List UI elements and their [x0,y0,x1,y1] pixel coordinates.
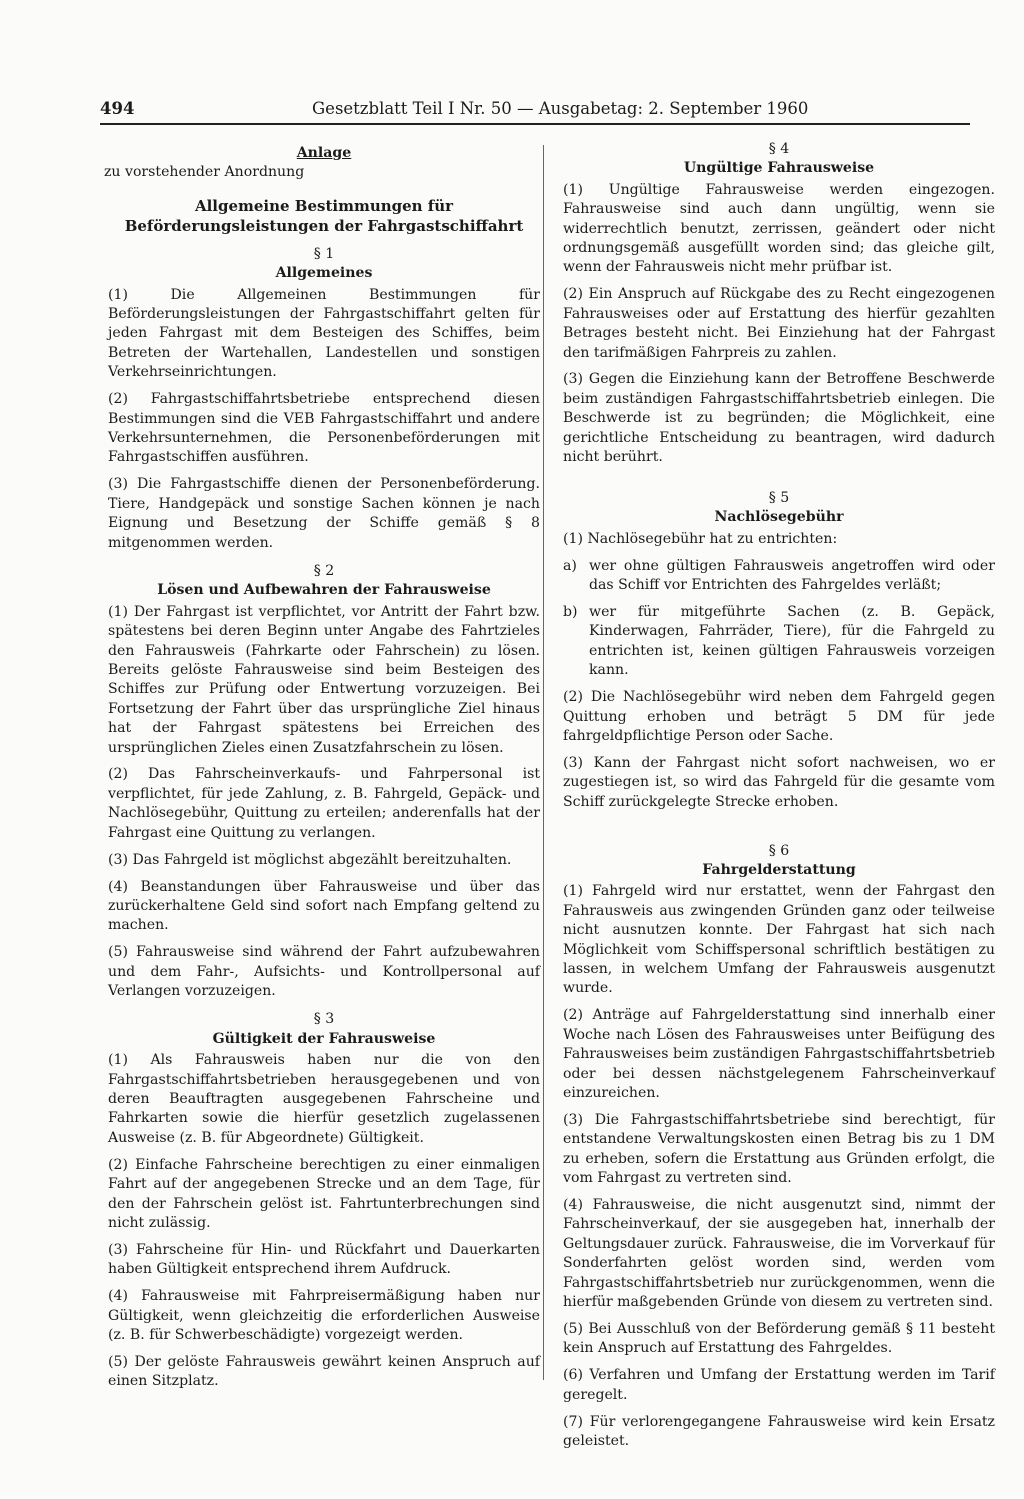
paragraph: (3) Die Fahrgastschiffahrtsbetriebe sind berechtigt, für entstandene Verwaltungskosten einen Betrag bis zu 1 DM zu erheben, sofern die Erstattung aus Gründen erfolgt, die vom Fahrgast zu vertreten sind. [563,1111,995,1187]
paragraph: (4) Beanstandungen über Fahrausweise und über das zurückerhaltene Geld sind sofort nach Empfang geltend zu machen. [108,878,540,934]
paragraph: (5) Der gelöste Fahrausweis gewährt keinen Anspruch auf einen Sitzplatz. [108,1353,540,1390]
paragraph: (2) Das Fahrscheinverkaufs- und Fahrpersonal ist verpflichtet, für jede Zahlung, z. B. Fahrgeld, Gepäck- und Nachlösegebühr, Quittung zu erteilen; anderenfalls hat der Fahrgast eine Quittung zu verlangen. [108,766,540,841]
section-title: Gültigkeit der Fahrausweise [212,1030,436,1047]
page-number: 494 [100,99,135,118]
paragraph: (1) Als Fahrausweis haben nur die von den Fahrgastschiffahrtsbetrieben herausgegebenen und von deren Beauftragten ausgegebenen Fahrscheine und Fahrkarten sowie die hierfür gesetzlich zugelassenen Ausweise (z. B. für Abgeordnete) Gültigkeit. [108,1052,540,1146]
spacer [563,820,995,842]
paragraph: (2) Einfache Fahrscheine berechtigen zu einer einmaligen Fahrt auf der angegebenen Strecke und an dem Tage, für den der Fahrschein gelöst ist. Fahrtunterbrechungen sind nicht zulässig. [108,1156,540,1231]
section-number: § 2 [313,562,335,579]
section-number: § 6 [768,842,790,859]
document-title: Allgemeine Bestimmungen für Beförderungsleistungen der Fahrgastschiffahrt [124,196,524,235]
section-number: § 3 [313,1011,335,1028]
paragraph: (3) Fahrscheine für Hin- und Rückfahrt und Dauerkarten haben Gültigkeit entsprechend ihrem Aufdruck. [108,1241,540,1278]
section-title: Ungültige Fahrausweise [683,160,875,177]
paragraph: (1) Die Allgemeinen Bestimmungen für Beförderungsleistungen der Fahrgastschiffahrt gelten für jeden Fahrgast mit dem Besteigen des Schiffes, beim Betreten der Wartehallen, Landestellen und sonstigen Verkehrseinrichtungen. [108,286,540,381]
paragraph: (2) Anträge auf Fahrgelderstattung sind innerhalb einer Woche nach Lösen des Fahrausweises unter Beifügung des Fahrausweises beim zuständigen Fahrgastschiffahrtsbetrieb oder bei dessen nächstgelegenem Fahrscheinverkauf einzureichen. [563,1007,995,1101]
paragraph: (3) Das Fahrgeld ist möglichst abgezählt bereitzuhalten. [108,851,512,868]
left-column [104,140,540,1399]
paragraph: (1) Fahrgeld wird nur erstattet, wenn der Fahrgast den Fahrausweis aus zwingenden Gründen ganz oder teilweise nicht ausnutzen konnte. Der Fahrgast hat sich nach Möglichkeit vom Schiffspersonal schriftlich bestätigen zu lassen, in welchem Umfang der Fahrausweis ausgenutzt wurde. [563,883,995,997]
paragraph: (2) Die Nachlösegebühr wird neben dem Fahrgeld gegen Quittung erhoben und beträgt 5 DM für jede fahrgeldpflichtige Person oder Sache. [563,689,995,744]
section-title: Lösen und Aufbewahren der Fahrausweise [157,582,491,599]
column-divider [543,145,544,1380]
spacer [563,475,995,489]
paragraph: (7) Für verlorengegangene Fahrausweise wird kein Ersatz geleistet. [563,1413,995,1449]
paragraph: (1) Der Fahrgast ist verpflichtet, vor Antritt der Fahrt bzw. spätestens bei deren Beginn unter Angabe des Fahrtzieles den Fahrausweis (Fahrkarte oder Fahrschein) zu lösen. Bereits gelöste Fahrausweise sind beim Besteigen des Schiffes zur Prüfung oder Entwertung vorzuzeigen. Bei Fortsetzung der Fahrt über das ursprüngliche Ziel hinaus hat der Fahrgast spätestens bei Erreichen des ursprünglichen Zieles einen Zusatzfahrschein zu lösen. [108,603,540,756]
list-item-text: wer für mitgeführte Sachen (z. B. Gepäck, Kinderwagen, Fahrräder, Tiere), für die Fahrgeld zu entrichten ist, keinen gültigen Fahrausweis vorzeigen kann. [589,604,995,679]
paragraph: (3) Kann der Fahrgast nicht sofort nachweisen, wo er zugestiegen ist, so wird das Fahrgeld für die gesamte vom Schiff zurückgelegte Strecke erhoben. [563,754,995,810]
paragraph: (4) Fahrausweise mit Fahrpreisermäßigung haben nur Gültigkeit, wenn gleichzeitig die erforderlichen Ausweise (z. B. für Schwerbeschädigte) vorgezeigt werden. [108,1288,540,1344]
paragraph: (4) Fahrausweise, die nicht ausgenutzt sind, nimmt der Fahrscheinverkauf, der sie ausgegeben hat, innerhalb der Geltungsdauer zurück. Fahrausweise, die im Vorverkauf für Sonderfahrten gelöst worden sind, werden vom Fahrgastschiffahrtsbetrieb nur zurückgenommen, wenn die hierfür maßgebenden Gründe von diesem zu vertreten sind. [563,1197,995,1311]
paragraph: (2) Fahrgastschiffahrtsbetriebe entsprechend diesen Bestimmungen sind die VEB Fahrgastschiffahrt und andere Verkehrsunternehmen, die Personenbeförderungen mit Fahrgastschiffen ausführen. [108,391,540,466]
list-item-text: wer ohne gültigen Fahrausweis angetroffen wird oder das Schiff vor Entrichten des Fahrgeldes verläßt; [589,557,995,594]
section-title: Nachlösegebühr [714,509,844,526]
list-item [563,557,995,596]
paragraph: (2) Ein Anspruch auf Rückgabe des zu Recht eingezogenen Fahrausweises oder auf Erstattung des hierfür gezahlten Betrages besteht nicht. Bei Einziehung hat der Fahrgast den tarifmäßigen Fahrpreis zu zahlen. [563,286,995,361]
section-number: § 5 [768,490,790,506]
paragraph: (5) Fahrausweise sind während der Fahrt aufzubewahren und dem Fahr-, Aufsichts- und Kontrollpersonal auf Verlangen vorzuzeigen. [108,944,540,1000]
annex-subtitle: zu vorstehender Anordnung [104,164,305,181]
section-number: § 1 [313,245,335,262]
right-column [563,140,995,1459]
paragraph: (5) Bei Ausschluß von der Beförderung gemäß § 11 besteht kein Anspruch auf Erstattung des Fahrgeldes. [563,1320,995,1357]
paragraph: (6) Verfahren und Umfang der Erstattung werden im Tarif geregelt. [563,1367,995,1403]
list-item-label: b) [563,604,578,621]
list-item [563,603,995,681]
section-title: Fahrgelderstattung [702,862,856,878]
gazette-title: Gesetzblatt Teil I Nr. 50 — Ausgabetag: 2. September 1960 [312,99,809,118]
paragraph: (3) Gegen die Einziehung kann der Betroffene Beschwerde beim zuständigen Fahrgastschiffahrtsbetrieb einlegen. Die Beschwerde ist zu begründen; die Möglichkeit, eine gerichtliche Entscheidung zu beantragen, wird dadurch nicht berührt. [563,371,995,466]
section-title: Allgemeines [275,265,373,282]
annex-heading: Anlage [296,145,352,161]
paragraph: (1) Nachlösegebühr hat zu entrichten: [563,530,838,547]
paragraph: (3) Die Fahrgastschiffe dienen der Personenbeförderung. Tiere, Handgepäck und sonstige Sachen können je nach Eignung und Besetzung der Schiffe gemäß § 8 mitgenommen werden. [108,476,540,551]
section-number: § 4 [768,141,790,157]
list-item-label: a) [563,557,577,574]
header-rule [100,123,970,125]
paragraph: (1) Ungültige Fahrausweise werden eingezogen. Fahrausweise sind auch dann ungültig, wenn sie widerrechtlich benutzt, zerrissen, geändert oder nicht ordnungsgemäß ausgefüllt worden sind; das gleiche gilt, wenn der Fahrausweis nicht mehr prüfbar ist. [563,181,995,276]
